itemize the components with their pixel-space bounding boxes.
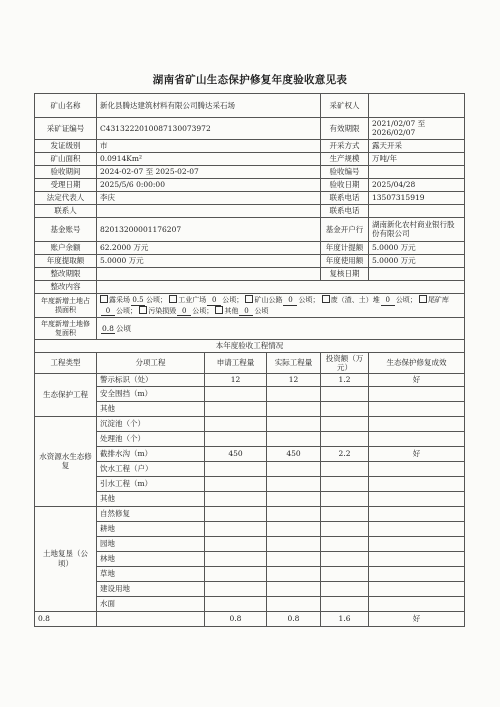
checkbox-icon [139, 306, 147, 314]
work-item: 草地 [97, 566, 205, 581]
damage-area-items [97, 293, 465, 318]
checkbox-icon [169, 295, 177, 303]
work-item: 建设用地 [97, 581, 205, 596]
mine-area: 0.0914Km² [97, 152, 321, 165]
mine-name: 新化县腾达建筑材料有限公司腾达采石场 [97, 94, 321, 118]
effect: 好 [369, 374, 465, 386]
damage-item: 露采场 0.5 公顷； [100, 296, 167, 304]
mining-right-holder-label: 采矿权人 [321, 94, 369, 118]
work-item: 警示标识（处） [97, 374, 205, 386]
review-date [369, 267, 465, 280]
checkbox-icon [419, 295, 427, 303]
table-row [35, 581, 465, 596]
work-item: 耕地 [97, 521, 205, 536]
license-no-label: 采矿证编号 [35, 118, 97, 140]
actual-amount: 0.8 [267, 611, 321, 626]
contact-person-label: 联系人 [35, 204, 97, 217]
acceptance-form [34, 93, 465, 627]
table-row [35, 416, 465, 431]
table-row [35, 401, 465, 416]
table-row [35, 506, 465, 521]
issue-level: 市 [97, 139, 321, 152]
apply-amount: 12 [205, 374, 267, 386]
acceptance-period-label: 验收期间 [35, 165, 97, 178]
review-date-label: 复核日期 [321, 267, 369, 280]
annual-use-label: 年度使用额 [321, 254, 369, 267]
fund-bank-label: 基金开户行 [321, 217, 369, 241]
contact-phone2-label: 联系电话 [321, 204, 369, 217]
account-balance-label: 账户余额 [35, 241, 97, 254]
fund-bank: 湖南新化农村商业银行股份有限公司 [369, 217, 465, 241]
work-type: 土地复垦（公顷） [35, 506, 97, 611]
table-row [35, 596, 465, 611]
work-item: 其他 [97, 491, 205, 506]
production-scale-label: 生产规模 [321, 152, 369, 165]
legal-rep-label: 法定代表人 [35, 191, 97, 204]
mine-name-label: 矿山名称 [35, 94, 97, 118]
table-row [35, 374, 465, 386]
table-row [35, 551, 465, 566]
works-header-invest: 投资额（万元） [321, 352, 369, 374]
damage-item: 废（渣、土）堆 0 公顷； [322, 296, 417, 304]
work-item: 水面 [97, 596, 205, 611]
annual-withdraw-label: 年度提取额 [35, 254, 97, 267]
table-row [35, 431, 465, 446]
acceptance-no-label: 验收编号 [321, 165, 369, 178]
damage-item: 工业广场 0 公顷； [169, 296, 243, 304]
apply-amount: 450 [205, 446, 267, 461]
damage-item: 其他 0 公顷 [215, 307, 268, 315]
damage-item: 污染损毁 0 公顷； [139, 307, 213, 315]
page-title: 湖南省矿山生态保护修复年度验收意见表 [152, 74, 348, 86]
contact-phone2 [369, 204, 465, 217]
contact-phone: 13507315919 [369, 191, 465, 204]
damage-area-label: 年度新增土地占损面积 [35, 293, 97, 318]
work-item-total: 0.8 [35, 611, 97, 626]
work-item: 林地 [97, 551, 205, 566]
account-balance: 62.2000 万元 [97, 241, 321, 254]
work-item: 安全围挡（m） [97, 386, 205, 401]
effect: 好 [369, 446, 465, 461]
valid-period: 2021/02/07 至 2026/02/07 [369, 118, 465, 140]
mine-area-label: 矿山面积 [35, 152, 97, 165]
mining-method-label: 开采方式 [321, 139, 369, 152]
works-header-type: 工程类型 [35, 352, 97, 374]
work-item: 引水工程（m） [97, 476, 205, 491]
table-row [35, 536, 465, 551]
rectify-content-label: 整改内容 [35, 280, 97, 293]
work-item: 截排水沟（m） [97, 446, 205, 461]
accept-date: 2025/5/6 0:00:00 [97, 178, 321, 191]
invest-amount: 2.2 [321, 446, 369, 461]
annual-accrual-label: 年度计提额 [321, 241, 369, 254]
work-item: 其他 [97, 401, 205, 416]
contact-person [97, 204, 321, 217]
work-type: 水资源水生态修复 [35, 416, 97, 506]
checkbox-icon [100, 295, 108, 303]
table-row [35, 476, 465, 491]
works-header-effect: 生态保护修复成效 [369, 352, 465, 374]
accept-date-label: 受理日期 [35, 178, 97, 191]
valid-period-label: 有效期限 [321, 118, 369, 140]
work-item: 园地 [97, 536, 205, 551]
fund-account: 82013200001176207 [97, 217, 321, 241]
production-scale: 万吨/年 [369, 152, 465, 165]
checkbox-icon [215, 306, 223, 314]
work-item: 沉淀池（个） [97, 416, 205, 431]
table-row [35, 521, 465, 536]
license-no: C4313222010087130073972 [97, 118, 321, 140]
work-item: 处理池（个） [97, 431, 205, 446]
annual-accrual: 5.0000 万元 [369, 241, 465, 254]
acceptance-no [369, 165, 465, 178]
mining-right-holder [369, 94, 465, 118]
rectify-deadline-label: 整改期限 [35, 267, 97, 280]
works-section-title: 本年度验收工程情况 [35, 340, 465, 352]
works-header-apply: 申请工程量 [205, 352, 267, 374]
checkbox-icon [245, 295, 253, 303]
works-header-item: 分项工程 [97, 352, 205, 374]
restore-area: 0.8 公顷 [97, 318, 465, 340]
legal-rep: 李庆 [97, 191, 321, 204]
apply-amount: 0.8 [205, 611, 267, 626]
actual-amount: 450 [267, 446, 321, 461]
fund-account-label: 基金账号 [35, 217, 97, 241]
checkbox-icon [322, 295, 330, 303]
restore-area-label: 年度新增土地修复面积 [35, 318, 97, 340]
actual-amount: 12 [267, 374, 321, 386]
invest-amount: 1.2 [321, 374, 369, 386]
table-row [35, 611, 465, 626]
annual-use: 5.0000 万元 [369, 254, 465, 267]
annual-withdraw: 5.0000 万元 [97, 254, 321, 267]
contact-phone-label: 联系电话 [321, 191, 369, 204]
table-row [35, 491, 465, 506]
works-header-actual: 实际工程量 [267, 352, 321, 374]
table-row [35, 446, 465, 461]
acceptance-date-label: 验收日期 [321, 178, 369, 191]
acceptance-period: 2024-02-07 至 2025-02-07 [97, 165, 321, 178]
effect: 好 [369, 611, 465, 626]
rectify-deadline [97, 267, 321, 280]
table-row [35, 461, 465, 476]
work-item: 自然修复 [97, 506, 205, 521]
table-row [35, 566, 465, 581]
work-item: 饮水工程（户） [97, 461, 205, 476]
damage-item: 尾矿库0 公顷； [100, 296, 449, 315]
mining-method: 露天开采 [369, 139, 465, 152]
work-type: 生态保护工程 [35, 374, 97, 416]
damage-item: 矿山公路 0 公顷； [245, 296, 319, 304]
invest-amount: 1.6 [321, 611, 369, 626]
rectify-content [97, 280, 465, 293]
table-row [35, 386, 465, 401]
acceptance-date: 2025/04/28 [369, 178, 465, 191]
issue-level-label: 发证级别 [35, 139, 97, 152]
